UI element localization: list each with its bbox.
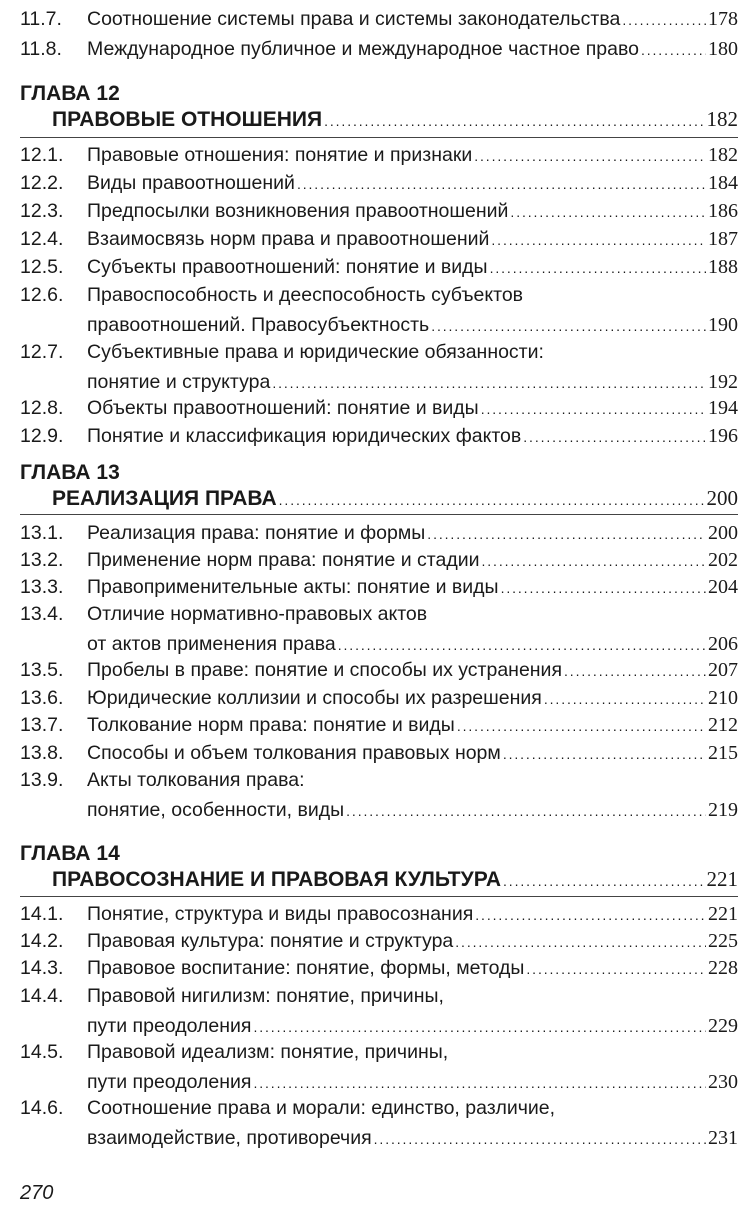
chapter-page: 221 — [706, 867, 738, 891]
entry-title: Взаимосвязь норм права и правоотношений — [87, 228, 490, 250]
dot-leader — [474, 143, 706, 170]
dot-leader — [253, 1014, 706, 1041]
dot-leader — [526, 956, 706, 983]
entry-page: 188 — [708, 256, 738, 278]
entry-number: 13.8. — [20, 742, 64, 764]
entry-title: Способы и объем толкования правовых норм — [87, 742, 501, 764]
chapter-heading — [52, 866, 738, 895]
entry-page: 190 — [708, 314, 738, 336]
dot-leader — [346, 798, 706, 825]
entry-title: Соотношение системы права и системы законодательства — [87, 8, 621, 30]
dot-leader — [490, 255, 706, 282]
entry-page: 207 — [708, 659, 738, 681]
dot-leader — [481, 396, 706, 423]
entry-title-continuation: понятие и структура — [87, 371, 271, 393]
entry-title: Правовой нигилизм: понятие, причины, — [87, 985, 444, 1007]
entry-title: Реализация права: понятие и формы — [87, 522, 426, 544]
entry-title: Правовое воспитание: понятие, формы, методы — [87, 957, 525, 979]
entry-page: 215 — [708, 742, 738, 764]
page-number: 270 — [20, 1182, 54, 1204]
chapter-label: ГЛАВА 13 — [20, 461, 120, 484]
entry-page: 230 — [708, 1071, 738, 1093]
entry-number: 12.8. — [20, 397, 64, 419]
entry-number: 13.6. — [20, 687, 64, 709]
entry-title: Толкование норм права: понятие и виды — [87, 714, 455, 736]
entry-page: 206 — [708, 633, 738, 655]
entry-number: 13.4. — [20, 603, 64, 625]
entry-number: 13.2. — [20, 549, 64, 571]
entry-page: 200 — [708, 522, 738, 544]
entry-number: 12.2. — [20, 172, 64, 194]
dot-leader — [503, 741, 706, 768]
entry-number: 14.5. — [20, 1041, 64, 1063]
dot-leader — [455, 929, 706, 956]
entry-number: 14.1. — [20, 903, 64, 925]
dot-leader — [641, 37, 706, 64]
chapter-heading — [52, 485, 738, 514]
entry-number: 11.8. — [20, 38, 62, 60]
entry-page: 210 — [708, 687, 738, 709]
entry-title: Предпосылки возникновения правоотношений — [87, 200, 509, 222]
entry-page: 178 — [708, 8, 738, 30]
entry-title: Правоспособность и дееспособность субъектов — [87, 284, 524, 306]
entry-number: 13.9. — [20, 769, 64, 791]
entry-number: 12.3. — [20, 200, 64, 222]
dot-leader — [491, 227, 706, 254]
entry-number: 14.2. — [20, 930, 64, 952]
entry-title: Соотношение права и морали: единство, различие, — [87, 1097, 556, 1119]
entry-title: Правовая культура: понятие и структура — [87, 930, 454, 952]
entry-number: 12.5. — [20, 256, 64, 278]
dot-leader — [253, 1070, 706, 1097]
entry-title: Отличие нормативно-правовых актов — [87, 603, 428, 625]
chapter-divider — [20, 896, 738, 897]
entry-title: Понятие, структура и виды правосознания — [87, 903, 474, 925]
entry-page: 202 — [708, 549, 738, 571]
entry-number: 12.4. — [20, 228, 64, 250]
entry-title: Понятие и классификация юридических фактов — [87, 425, 522, 447]
entry-page: 186 — [708, 200, 738, 222]
dot-leader — [279, 487, 705, 514]
entry-page: 204 — [708, 576, 738, 598]
entry-page: 225 — [708, 930, 738, 952]
chapter-label: ГЛАВА 14 — [20, 842, 120, 865]
entry-page: 212 — [708, 714, 738, 736]
entry-number: 12.9. — [20, 425, 64, 447]
entry-page: 192 — [708, 371, 738, 393]
dot-leader — [622, 7, 706, 34]
entry-page: 187 — [708, 228, 738, 250]
dot-leader — [475, 902, 706, 929]
chapter-title: ПРАВОВЫЕ ОТНОШЕНИЯ — [52, 108, 323, 131]
entry-number: 12.1. — [20, 144, 64, 166]
entry-number: 13.7. — [20, 714, 64, 736]
entry-title-continuation: понятие, особенности, виды — [87, 799, 345, 821]
chapter-divider — [20, 514, 738, 515]
dot-leader — [482, 548, 707, 575]
entry-page: 219 — [708, 799, 738, 821]
entry-page: 180 — [708, 38, 738, 60]
dot-leader — [544, 686, 706, 713]
entry-number: 13.3. — [20, 576, 64, 598]
entry-number: 13.1. — [20, 522, 64, 544]
chapter-label: ГЛАВА 12 — [20, 82, 120, 105]
entry-title: Правовой идеализм: понятие, причины, — [87, 1041, 449, 1063]
dot-leader — [297, 171, 706, 198]
entry-number: 12.7. — [20, 341, 64, 363]
dot-leader — [324, 108, 704, 135]
entry-number: 13.5. — [20, 659, 64, 681]
dot-leader — [501, 575, 706, 602]
dot-leader — [503, 868, 704, 895]
entry-title: Субъективные права и юридические обязанности: — [87, 341, 544, 363]
entry-number: 14.4. — [20, 985, 64, 1007]
chapter-title: ПРАВОСОЗНАНИЕ И ПРАВОВАЯ КУЛЬТУРА — [52, 868, 502, 891]
chapter-title: РЕАЛИЗАЦИЯ ПРАВА — [52, 487, 277, 510]
entry-page: 194 — [708, 397, 738, 419]
chapter-divider — [20, 137, 738, 138]
entry-title-continuation: правоотношений. Правосубъектность — [87, 314, 430, 336]
dot-leader — [510, 199, 706, 226]
dot-leader — [427, 521, 706, 548]
entry-title-continuation: пути преодоления — [87, 1071, 252, 1093]
entry-page: 182 — [708, 144, 738, 166]
dot-leader — [272, 370, 706, 397]
dot-leader — [457, 713, 706, 740]
dot-leader — [564, 658, 706, 685]
entry-title: Юридические коллизии и способы их разрешения — [87, 687, 542, 709]
dot-leader — [523, 424, 706, 451]
entry-title: Применение норм права: понятие и стадии — [87, 549, 480, 571]
entry-title: Акты толкования права: — [87, 769, 305, 791]
entry-title-continuation: взаимодействие, противоречия — [87, 1127, 372, 1149]
dot-leader — [431, 313, 706, 340]
entry-number: 12.6. — [20, 284, 64, 306]
entry-title-continuation: пути преодоления — [87, 1015, 252, 1037]
entry-page: 196 — [708, 425, 738, 447]
dot-leader — [374, 1126, 706, 1153]
entry-page: 184 — [708, 172, 738, 194]
entry-title: Правовые отношения: понятие и признаки — [87, 144, 473, 166]
entry-page: 229 — [708, 1015, 738, 1037]
entry-title: Субъекты правоотношений: понятие и виды — [87, 256, 488, 278]
dot-leader — [338, 632, 706, 659]
entry-page: 221 — [708, 903, 738, 925]
chapter-page: 200 — [706, 486, 738, 510]
chapter-page: 182 — [706, 107, 738, 131]
entry-title: Международное публичное и международное частное право — [87, 38, 639, 60]
entry-title: Пробелы в праве: понятие и способы их устранения — [87, 659, 563, 681]
entry-page: 231 — [708, 1127, 738, 1149]
entry-page: 228 — [708, 957, 738, 979]
entry-title-continuation: от актов применения права — [87, 633, 336, 655]
chapter-heading — [52, 106, 738, 135]
entry-title: Правоприменительные акты: понятие и виды — [87, 576, 499, 598]
entry-title: Виды правоотношений — [87, 172, 295, 194]
entry-title: Объекты правоотношений: понятие и виды — [87, 397, 479, 419]
entry-number: 14.6. — [20, 1097, 64, 1119]
entry-number: 14.3. — [20, 957, 64, 979]
entry-number: 11.7. — [20, 8, 62, 30]
